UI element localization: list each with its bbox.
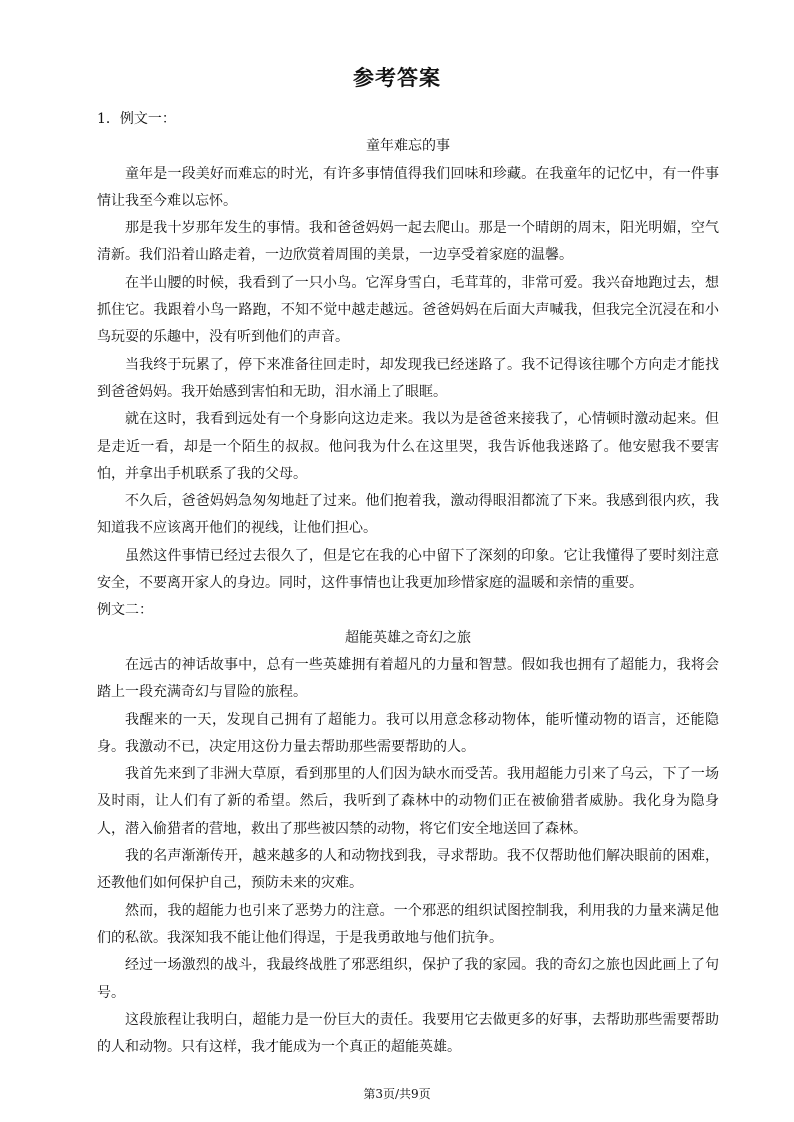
essay2-paragraph: 我首先来到了非洲大草原，看到那里的人们因为缺水而受苦。我用超能力引来了乌云，下了一场及时雨，让人们有了新的希望。然后，我听到了森林中的动物们正在被偷猎者威胁。我化身为隐身人，潜入偷猎者的营地，救出了那些被囚禁的动物，将它们安全地送回了森林。 [97, 766, 719, 837]
essay1-paragraph: 在半山腰的时候，我看到了一只小鸟。它浑身雪白，毛茸茸的，非常可爱。我兴奋地跑过去，想抓住它。我跟着小鸟一路跑，不知不觉中越走越远。爸爸妈妈在后面大声喊我，但我完全沉浸在和小鸟玩耍的乐趣中，没有听到他们的声音。 [97, 274, 719, 346]
essay2-label: 例文二： [97, 602, 153, 619]
page-footer: 第3页/共9页 [363, 1087, 431, 1101]
answer-content [97, 106, 719, 1061]
essay2-paragraph: 然而，我的超能力也引来了恶势力的注意。一个邪恶的组织试图控制我，利用我的力量来满足他们的私欲。我深知我不能让他们得逞，于是我勇敢地与他们抗争。 [97, 902, 719, 946]
essay1-title: 童年难忘的事 [366, 138, 450, 155]
essay1-paragraph: 不久后，爸爸妈妈急匆匆地赶了过来。他们抱着我，激动得眼泪都流了下来。我感到很内疚，我知道我不应该离开他们的视线，让他们担心。 [97, 493, 719, 537]
essay1-paragraph: 童年是一段美好而难忘的时光，有许多事情值得我们回味和珍藏。在我童年的记忆中，有一件事情让我至今难以忘怀。 [97, 165, 719, 209]
essay2-title: 超能英雄之奇幻之旅 [345, 629, 471, 646]
essay2-paragraph: 我醒来的一天，发现自己拥有了超能力。我可以用意念移动物体，能听懂动物的语言，还能隐身。我激动不已，决定用这份力量去帮助那些需要帮助的人。 [97, 711, 719, 755]
essay2-paragraph: 我的名声渐渐传开，越来越多的人和动物找到我，寻求帮助。我不仅帮助他们解决眼前的困难，还教他们如何保护自己，预防未来的灾难。 [97, 848, 719, 892]
essay1-paragraph: 虽然这件事情已经过去很久了，但是它在我的心中留下了深刻的印象。它让我懂得了要时刻注意安全，不要离开家人的身边。同时，这件事情也让我更加珍惜家庭的温暖和亲情的重要。 [97, 547, 719, 592]
essay1-paragraph: 就在这时，我看到远处有一个身影向这边走来。我以为是爸爸来接我了，心情顿时激动起来。但是走近一看，却是一个陌生的叔叔。他问我为什么在这里哭，我告诉他我迷路了。他安慰我不要害怕，并拿出手机联系了我的父母。 [97, 411, 719, 482]
essay2-paragraph: 在远古的神话故事中，总有一些英雄拥有着超凡的力量和智慧。假如我也拥有了超能力，我将会踏上一段充满奇幻与冒险的旅程。 [97, 656, 719, 701]
essay1-paragraph: 当我终于玩累了，停下来准备往回走时，却发现我已经迷路了。我不记得该往哪个方向走才能找到爸爸妈妈。我开始感到害怕和无助，泪水涌上了眼眶。 [97, 356, 719, 400]
essay1-paragraph: 那是我十岁那年发生的事情。我和爸爸妈妈一起去爬山。那是一个晴朗的周末，阳光明媚，空气清新。我们沿着山路走着，一边欣赏着周围的美景，一边享受着家庭的温馨。 [97, 220, 719, 264]
essay2-paragraph: 这段旅程让我明白，超能力是一份巨大的责任。我要用它去做更多的好事，去帮助那些需要帮助的人和动物。只有这样，我才能成为一个真正的超能英雄。 [97, 1011, 719, 1056]
question-label: 1．例文一： [97, 111, 176, 127]
essay2-paragraph: 经过一场激烈的战斗，我最终战胜了邪恶组织，保护了我的家园。我的奇幻之旅也因此画上了句号。 [97, 957, 719, 1001]
page-title: 参考答案 [353, 66, 441, 90]
